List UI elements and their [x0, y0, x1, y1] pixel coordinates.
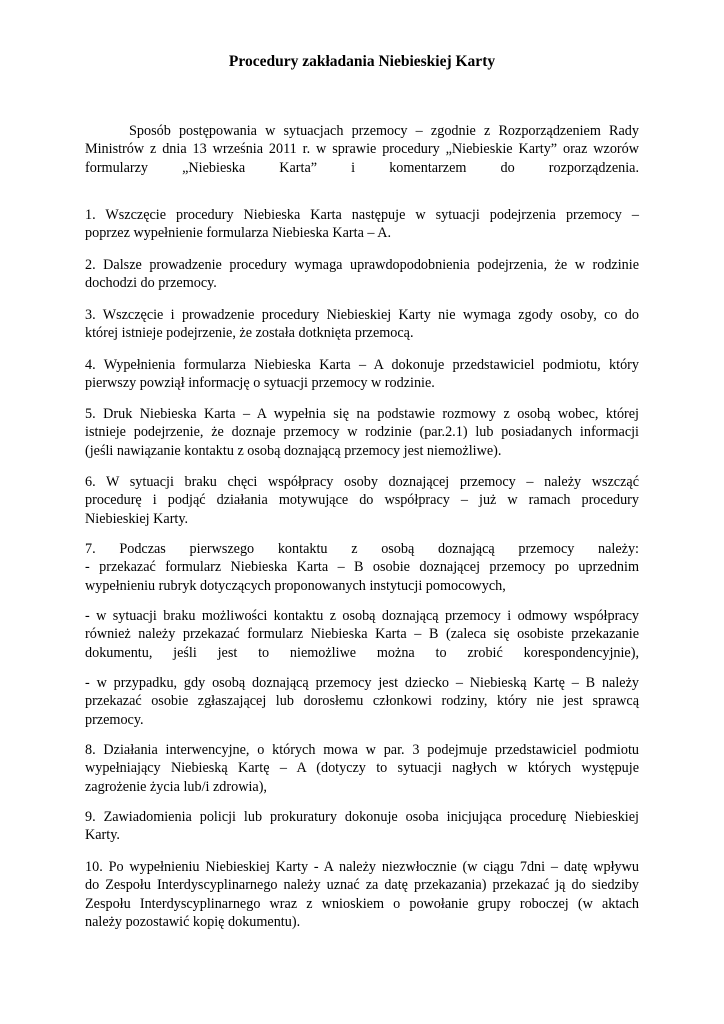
text-line: której istnieje podejrzenie, że została dotknięta przemocą.: [85, 325, 414, 342]
procedure-item-4: [85, 356, 639, 393]
text-line: Zespołu Interdyscyplinarnego wraz z wnioskiem o powołanie grupy roboczej (w aktach: [85, 895, 639, 912]
text-line: Karty.: [85, 827, 120, 844]
text-line: 3. Wszczęcie i prowadzenie procedury Niebieskiej Karty nie wymaga zgody osoby, co do: [85, 307, 639, 323]
text-line: 4. Wypełnienia formularza Niebieska Karta – A dokonuje przedstawiciel podmiotu, który: [85, 357, 639, 373]
text-line: 1. Wszczęcie procedury Niebieska Karta następuje w sytuacji podejrzenia przemocy –: [85, 207, 639, 223]
intro-paragraph: [85, 122, 639, 177]
procedure-item-1: [85, 206, 639, 243]
procedure-item-7: [85, 540, 639, 595]
text-line: 2. Dalsze prowadzenie procedury wymaga uprawdopodobnienia podejrzenia, że w rodzinie: [85, 257, 639, 273]
text-line: 10. Po wypełnieniu Niebieskiej Karty - A należy niezwłocznie (w ciągu 7dni – datę wpływu: [85, 859, 639, 875]
text-line: przemocy.: [85, 711, 144, 728]
text-line: - w sytuacji braku możliwości kontaktu z osobą doznającą przemocy i odmowy współpracy: [85, 608, 639, 624]
text-line: również należy przekazać formularz Niebieska Karta – B (zaleca się osobiste przekazanie: [85, 626, 639, 643]
text-line: - przekazać formularz Niebieska Karta – B osobie doznającej przemocy po uprzednim: [85, 559, 639, 576]
text-line: 5. Druk Niebieska Karta – A wypełnia się na podstawie rozmowy z osobą wobec, której: [85, 406, 639, 422]
text-line: 9. Zawiadomienia policji lub prokuratury dokonuje osoba inicjująca procedurę Niebieskiej: [85, 809, 639, 825]
procedure-item-2: [85, 256, 639, 293]
procedure-item-10: [85, 858, 639, 931]
text-line: wypełnieniu rubryk dotyczących proponowanych instytucji pomocowych,: [85, 577, 506, 594]
procedure-item-9: [85, 808, 639, 845]
text-line: dochodzi do przemocy.: [85, 275, 217, 292]
text-line: Sposób postępowania w sytuacjach przemocy – zgodnie z Rozporządzeniem Rady: [129, 123, 639, 139]
text-line: poprzez wypełnienie formularza Niebieska Karta – A.: [85, 225, 392, 242]
text-line: procedurę i podjąć działania motywujące do współpracy – już w ramach procedury: [85, 492, 639, 509]
text-line: należy pozostawić kopię dokumentu).: [85, 913, 301, 930]
text-line: zagrożenie życia lub/i zdrowia),: [85, 778, 267, 795]
text-line: (jeśli nawiązanie kontaktu z osobą doznającą przemocy jest niemożliwe).: [85, 442, 502, 459]
text-line: - w przypadku, gdy osobą doznającą przemocy jest dziecko – Niebieską Kartę – B należy: [85, 675, 639, 691]
text-line: 7. Podczas pierwszego kontaktu z osobą doznającą przemocy należy:: [85, 541, 639, 557]
text-line: 8. Działania interwencyjne, o których mowa w par. 3 podejmuje przedstawiciel podmiotu: [85, 742, 639, 758]
procedure-item-3: [85, 306, 639, 343]
text-line: przekazać osobie zgłaszającej lub dorosłemu członkowi rodziny, który nie jest sprawcą: [85, 693, 639, 710]
text-line: dokumentu, jeśli jest to niemożliwe można to zrobić korespondencyjnie),: [85, 644, 639, 661]
procedure-item-8: [85, 741, 639, 796]
text-line: istnieje podejrzenie, że doznaje przemocy w rodzinie (par.2.1) lub posiadanych informacji: [85, 424, 639, 441]
text-line: 6. W sytuacji braku chęci współpracy osoby doznającej przemocy – należy wszcząć: [85, 474, 639, 490]
text-line: formularzy „Niebieska Karta” i komentarzem do rozporządzenia.: [85, 159, 639, 176]
page-title: Procedury zakładania Niebieskiej Karty: [228, 53, 496, 70]
procedure-item-6: [85, 473, 639, 528]
procedure-item-7-c: [85, 674, 639, 729]
procedure-item-5: [85, 405, 639, 460]
procedure-item-7-b: [85, 607, 639, 662]
text-line: wypełniający Niebieską Kartę – A (dotyczy to sytuacji nagłych w których występuje: [85, 760, 639, 777]
text-line: do Zespołu Interdyscyplinarnego należy uznać za datę przekazania) przekazać ją do siedziby: [85, 877, 639, 894]
text-line: Niebieskiej Karty.: [85, 510, 189, 527]
text-line: pierwszy powziął informację o sytuacji przemocy w rodzinie.: [85, 375, 435, 392]
text-line: Ministrów z dnia 13 września 2011 r. w sprawie procedury „Niebieskie Karty” oraz wzorów: [85, 141, 639, 158]
